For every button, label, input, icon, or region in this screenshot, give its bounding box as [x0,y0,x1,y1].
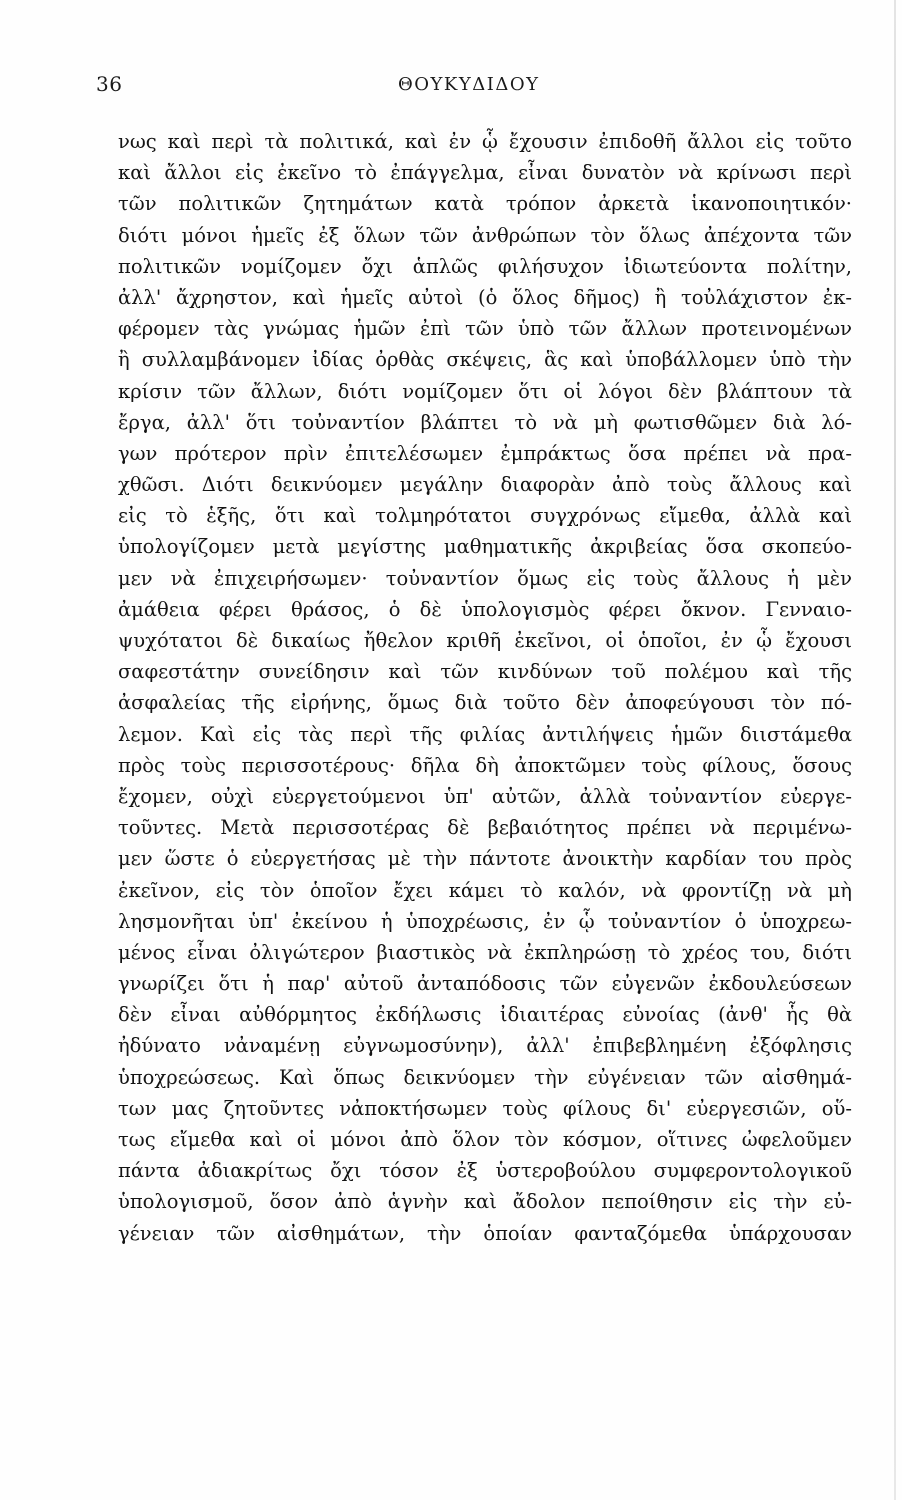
text-line: ἀλλ' ἄχρηστον, καὶ ἡμεῖς αὐτοὶ (ὁ ὅλος δῆμος) ἢ τοὐλάχιστον ἐκ- [118,285,852,309]
text-line: ὑποχρεώσεως. Καὶ ὅπως δεικνύομεν τὴν εὐγένειαν τῶν αἰσθημά- [118,1065,852,1089]
page-number: 36 [96,72,123,96]
text-line: φέρομεν τὰς γνώμας ἡμῶν ἐπὶ τῶν ὑπὸ τῶν ἄλλων προτεινομένων [118,317,852,341]
running-title: ΘΟΥΚΥΔΙΔΟΥ [398,74,540,95]
text-line: χθῶσι. Διότι δεικνύομεν μεγάλην διαφορὰν ἀπὸ τοὺς ἄλλους καὶ [118,473,852,497]
text-line: πάντα ἀδιακρίτως ὄχι τόσον ἐξ ὑστεροβούλου συμφεροντολογικοῦ [118,1159,852,1183]
text-line: ἔχομεν, οὐχὶ εὐεργετούμενοι ὑπ' αὐτῶν, ἀλλὰ τοὐναντίον εὐεργε- [118,784,852,808]
text-line: ἀσφαλείας τῆς εἰρήνης, ὅμως διὰ τοῦτο δὲν ἀποφεύγουσι τὸν πό- [118,691,852,715]
text-line: μεν νὰ ἐπιχειρήσωμεν· τοὐναντίον ὅμως εἰς τοὺς ἄλλους ἡ μὲν [118,566,852,590]
text-line: γων πρότερον πρὶν ἐπιτελέσωμεν ἐμπράκτως ὅσα πρέπει νὰ πρα- [118,441,852,465]
text-line: διότι μόνοι ἡμεῖς ἐξ ὅλων τῶν ἀνθρώπων τὸν ὅλως ἀπέχοντα τῶν [118,223,852,247]
text-line: ψυχότατοι δὲ δικαίως ἤθελον κριθῆ ἐκεῖνοι, οἱ ὁποῖοι, ἐν ᾧ ἔχουσι [118,629,852,652]
text-line: εἰς τὸ ἑξῆς, ὅτι καὶ τολμηρότατοι συγχρόνως εἴμεθα, ἀλλὰ καὶ [118,504,852,528]
text-line: ὑπολογίζομεν μετὰ μεγίστης μαθηματικῆς ἀκριβείας ὅσα σκοπεύο- [118,535,852,559]
text-line: σαφεστάτην συνείδησιν καὶ τῶν κινδύνων τοῦ πολέμου καὶ τῆς [118,660,852,684]
text-line: νως καὶ περὶ τὰ πολιτικά, καὶ ἐν ᾧ ἔχουσιν ἐπιδοθῆ ἄλλοι εἰς τοῦτο [118,130,852,153]
text-line: ἀμάθεια φέρει θράσος, ὁ δὲ ὑπολογισμὸς φέρει ὄκνον. Γενναιο- [118,597,852,621]
text-line: ἐκεῖνον, εἰς τὸν ὁποῖον ἔχει κάμει τὸ καλόν, νὰ φροντίζῃ νὰ μὴ [118,878,852,902]
text-line: των μας ζητοῦντες νἀποκτήσωμεν τοὺς φίλους δι' εὐεργεσιῶν, οὕ- [118,1096,852,1120]
text-line: τοῦντες. Μετὰ περισσοτέρας δὲ βεβαιότητος πρέπει νὰ περιμένω- [118,816,852,840]
text-line: ἔργα, ἀλλ' ὅτι τοὐναντίον βλάπτει τὸ νὰ μὴ φωτισθῶμεν διὰ λό- [118,410,852,434]
text-line: γνωρίζει ὅτι ἡ παρ' αὐτοῦ ἀνταπόδοσις τῶν εὐγενῶν ἐκδουλεύσεων [118,972,852,996]
body-text [118,126,852,1249]
text-line: γένειαν τῶν αἰσθημάτων, τὴν ὁποίαν φανταζόμεθα ὑπάρχουσαν [118,1221,852,1245]
text-line: πρὸς τοὺς περισσοτέρους· δῆλα δὴ ἀποκτῶμεν τοὺς φίλους, ὅσους [118,753,852,777]
text-line: καὶ ἄλλοι εἰς ἐκεῖνο τὸ ἐπάγγελμα, εἶναι δυνατὸν νὰ κρίνωσι περὶ [118,161,852,185]
text-line: ἢ συλλαμβάνομεν ἰδίας ὀρθὰς σκέψεις, ἃς καὶ ὑποβάλλομεν ὑπὸ τὴν [118,348,852,372]
running-header [0,72,902,102]
text-line: δὲν εἶναι αὐθόρμητος ἐκδήλωσις ἰδιαιτέρας εὐνοίας (ἀνθ' ἧς θὰ [118,1003,852,1027]
text-line: πολιτικῶν νομίζομεν ὄχι ἁπλῶς φιλήσυχον ἰδιωτεύοντα πολίτην, [118,254,852,278]
text-line: μεν ὥστε ὁ εὐεργετήσας μὲ τὴν πάντοτε ἀνοικτὴν καρδίαν του πρὸς [118,847,852,871]
text-line: λησμονῆται ὑπ' ἐκείνου ἡ ὑποχρέωσις, ἐν ᾧ τοὐναντίον ὁ ὑποχρεω- [118,909,852,933]
text-line: λεμον. Καὶ εἰς τὰς περὶ τῆς φιλίας ἀντιλήψεις ἡμῶν διιστάμεθα [118,722,852,746]
text-line: μένος εἶναι ὀλιγώτερον βιαστικὸς νὰ ἐκπληρώσῃ τὸ χρέος του, διότι [118,940,852,964]
text-line: κρίσιν τῶν ἄλλων, διότι νομίζομεν ὅτι οἱ λόγοι δὲν βλάπτουν τὰ [118,379,852,403]
page-edge-shadow [894,0,896,1500]
text-line: τῶν πολιτικῶν ζητημάτων κατὰ τρόπον ἀρκετὰ ἱκανοποιητικόν· [118,192,852,216]
text-line: ἠδύνατο νἀναμένῃ εὐγνωμοσύνην), ἀλλ' ἐπιβεβλημένη ἐξόφλησις [118,1034,852,1058]
text-line: ὑπολογισμοῦ, ὅσον ἀπὸ ἁγνὴν καὶ ἄδολον πεποίθησιν εἰς τὴν εὐ- [118,1190,852,1214]
text-line: τως εἴμεθα καὶ οἱ μόνοι ἀπὸ ὅλον τὸν κόσμον, οἵτινες ὠφελοῦμεν [118,1128,852,1151]
